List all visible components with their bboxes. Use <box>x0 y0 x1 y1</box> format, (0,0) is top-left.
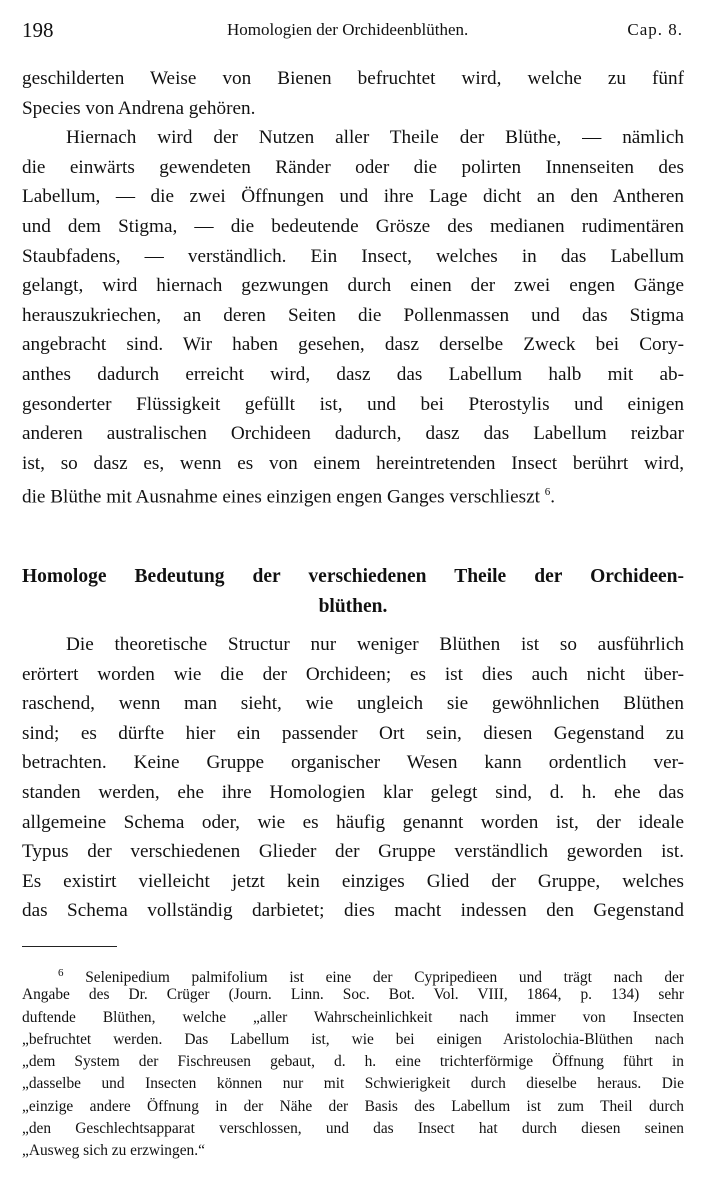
text-line: Labellum, — die zwei Öffnungen und ihre Lage dicht an den Antheren <box>22 186 684 208</box>
footnote <box>22 962 684 1163</box>
footnote-line: duftende Blüthen, welche „aller Wahrscheinlichkeit nach immer von Insecten <box>22 1008 684 1026</box>
text-line: standen werden, ehe ihre Homologien klar gelegt sind, d. h. ehe das <box>22 781 684 803</box>
section-heading <box>22 562 684 622</box>
text-line: anthes dadurch erreicht wird, dasz das Labellum halb mit ab- <box>22 363 684 385</box>
section-heading-line1: Homologe Bedeutung der verschiedenen Theile der Orchideen- <box>22 566 684 587</box>
footnote-line: „dem System der Fischreusen gebaut, d. h. eine trichterförmige Öffnung führt in <box>22 1053 684 1071</box>
text-line: gelangt, wird hiernach gezwungen durch einen der zwei engen Gänge <box>22 275 684 297</box>
text-line: ist, so dasz es, wenn es von einem hereintretenden Insect berührt wird, <box>22 452 684 474</box>
text-line: herauszukriechen, an deren Seiten die Pollenmassen und das Stigma <box>22 304 684 326</box>
text-line: geschilderten Weise von Bienen befruchtet wird, welche zu fünf <box>22 68 684 89</box>
footnote-line: „dasselbe und Insecten können nur mit Schwierigkeit durch dieselbe heraus. Die <box>22 1075 684 1093</box>
running-header <box>22 18 683 44</box>
section-heading-line2: blüthen. <box>318 596 388 617</box>
sentence-end-punct: . <box>550 486 556 508</box>
text-line: angebracht sind. Wir haben gesehen, dasz derselbe Zweck bei Cory- <box>22 334 684 356</box>
chapter-label: Cap. 8. <box>627 20 683 39</box>
text-line: das Schema vollständig darbietet; dies macht indessen den Gegenstand <box>22 900 684 922</box>
text-line: und dem Stigma, — die bedeutende Grösze des medianen rudimentären <box>22 215 684 237</box>
body-text-bottom <box>22 630 684 926</box>
text-line-content: die Blüthe mit Ausnahme eines einzigen engen Ganges verschlieszt <box>22 486 540 508</box>
body-text-top <box>22 64 684 508</box>
text-line: Staubfadens, — verständlich. Ein Insect, welches in das Labellum <box>22 245 684 267</box>
text-line: Hiernach wird der Nutzen aller Theile der Blüthe, — nämlich <box>66 127 684 149</box>
text-line: Es existirt vielleicht jetzt kein einziges Glied der Gruppe, welches <box>22 870 684 892</box>
text-line: die einwärts gewendeten Ränder oder die polirten Innenseiten des <box>22 156 684 178</box>
footnote-line: „den Geschlechtsapparat verschlossen, und das Insect hat durch diesen seinen <box>22 1120 684 1138</box>
text-line: gesonderter Flüssigkeit gefüllt ist, und bei Pterostylis und einigen <box>22 393 684 415</box>
footnote-line: „Ausweg sich zu erzwingen.“ <box>22 1142 205 1160</box>
footnote-line-first <box>22 962 684 987</box>
text-line-final <box>22 478 684 508</box>
footnote-line-content: Selenipedium palmifolium ist eine der Cypripedieen und trägt nach der <box>85 969 684 987</box>
text-line: Die theoretische Structur nur weniger Blüthen ist so ausführlich <box>66 634 684 655</box>
page-number: 198 <box>22 18 54 42</box>
text-line: anderen australischen Orchideen dadurch, dasz das Labellum reizbar <box>22 423 684 445</box>
footnote-line: „einzige andere Öffnung in der Nähe der Basis des Labellum ist zum Theil durch <box>22 1097 684 1115</box>
text-line: erörtert worden wie die der Orchideen; es ist dies auch nicht über- <box>22 663 684 685</box>
footnote-reference[interactable]: 6 <box>544 486 551 499</box>
text-line: raschend, wenn man sieht, wie ungleich sie gewöhnlichen Blüthen <box>22 693 684 715</box>
footnote-number: 6 <box>58 967 64 979</box>
footnote-line: „befruchtet werden. Das Labellum ist, wie bei einigen Aristolochia-Blüthen nach <box>22 1030 684 1048</box>
text-line: Species von Andrena gehören. <box>22 97 256 119</box>
text-line: sind; es dürfte hier ein passender Ort sein, diesen Gegenstand zu <box>22 722 684 744</box>
text-line: allgemeine Schema oder, wie es häufig genannt worden ist, der ideale <box>22 811 684 833</box>
footnote-line: Angabe des Dr. Crüger (Journ. Linn. Soc. Bot. Vol. VIII, 1864, p. 134) sehr <box>22 986 684 1004</box>
footnote-divider <box>22 946 117 947</box>
text-line: Typus der verschiedenen Glieder der Gruppe verständlich geworden ist. <box>22 841 684 863</box>
text-line: betrachten. Keine Gruppe organischer Wesen kann ordentlich ver- <box>22 752 684 774</box>
running-title: Homologien der Orchideenblüthen. <box>227 20 469 39</box>
